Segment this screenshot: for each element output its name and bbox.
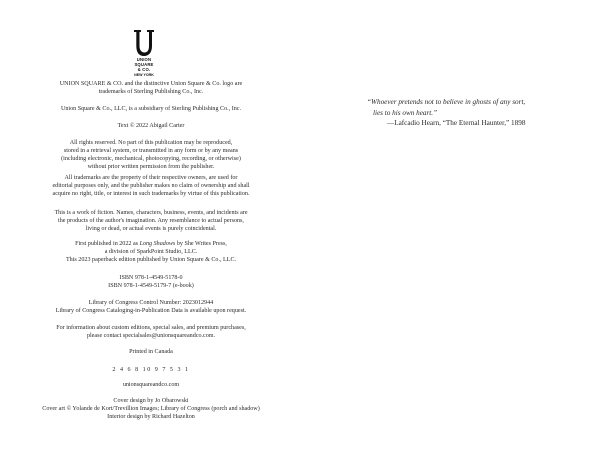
- original-title: Long Shadows: [139, 241, 176, 247]
- isbn-print: ISBN 978-1-4549-5178-0: [119, 275, 183, 281]
- isbn-block: [20, 274, 282, 290]
- publication-history: First published in 2022 as Long Shadows by She Writes Press, a division of SparkPoint Studio, LLC. This 2023 paperback edition published by Union Square & Co., LLC.: [65, 241, 237, 264]
- trademark-notice: UNION SQUARE & CO. and the distinctive Union Square & Co. logo are trademarks of Sterling Publishing Co., Inc.: [59, 81, 243, 96]
- epigraph-page: [300, 0, 600, 450]
- union-square-logo-icon: [132, 28, 156, 58]
- publisher-logo: [127, 28, 161, 77]
- trademarks-owners-notice: All trademarks are the property of their respective owners, are used for editorial purposes only, and the publisher makes no claim of ownership and shall acquire no right, title, or interest in such trademarks by virtue of this publication.: [52, 175, 250, 198]
- logo-city: NEW YORK: [134, 73, 154, 78]
- epigraph: [367, 97, 597, 129]
- epigraph-quote: “Whoever pretends not to believe in ghosts of any sort, lies to his own heart.”: [367, 98, 526, 117]
- epigraph-attribution: —Lafcadio Hearn, “The Eternal Haunter,” 1898: [387, 119, 526, 127]
- subsidiary-notice: Union Square & Co., LLC, is a subsidiary of Sterling Publishing Co., Inc.: [60, 106, 242, 112]
- design-credits: Cover design by Jo Obarowski Cover art © Yolande de Kort/Trevillion Images; Library of Congress (porch and shadow) Interior design by Richard Hazelton: [42, 398, 260, 421]
- rights-notice: All rights reserved. No part of this publication may be reproduced, stored in a retrieval system, or transmitted in any form or by any means (including electronic, mechanical, photocopying, recording, or otherwise) without prior written permission from the publisher.: [61, 140, 241, 171]
- printing-line: 2 4 6 8 10 9 7 5 3 1: [112, 367, 190, 373]
- isbn-ebook: ISBN 978-1-4549-5179-7 (e-book): [108, 283, 194, 290]
- logo-name: UNION SQUARE & CO.: [134, 57, 154, 72]
- loc-notice: Library of Congress Control Number: 2023012944 Library of Congress Cataloging-in-Publication Data is available upon request.: [55, 300, 247, 315]
- special-sales-notice: For information about custom editions, special sales, and premium purchases, please contact specialsales@unionsquareandco.com.: [56, 325, 246, 340]
- fiction-disclaimer: This is a work of fiction. Names, characters, business, events, and incidents are the products of the author's imagination. Any resemblance to actual persons, living or dead, or actual events is purely coincidental.: [54, 210, 248, 233]
- text-copyright: Text © 2022 Abigail Carter: [117, 123, 185, 129]
- printed-in: Printed in Canada: [129, 349, 173, 355]
- publisher-website: unionsquareandco.com: [122, 382, 180, 388]
